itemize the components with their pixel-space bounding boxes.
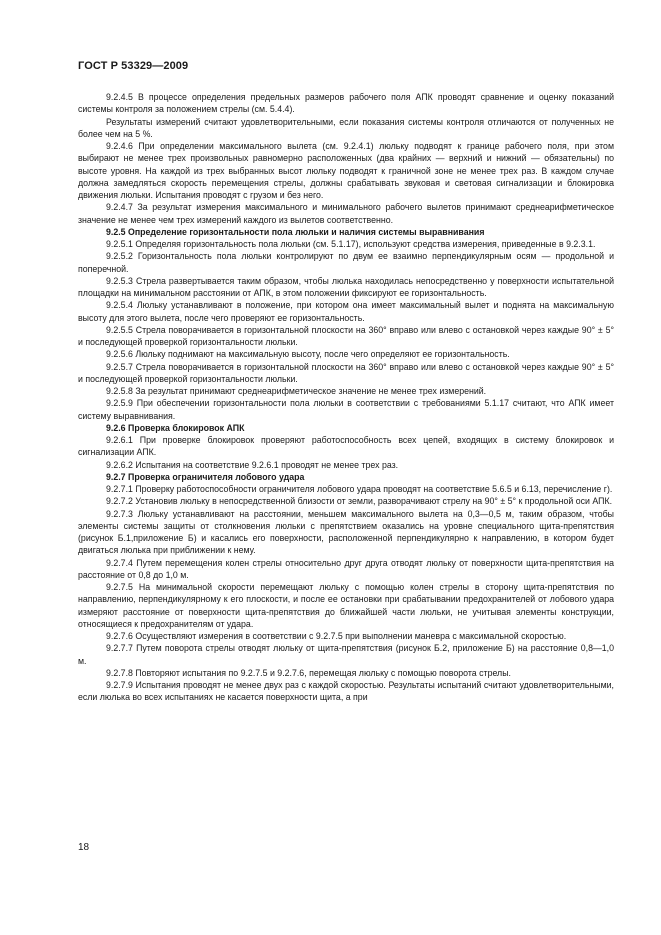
- paragraph: 9.2.6.2 Испытания на соответствие 9.2.6.1 проводят не менее трех раз.: [106, 459, 399, 470]
- paragraph: 9.2.7.2 Установив люльку в непосредственной близости от земли, разворачивают стрелу на 90° ± 5° к продольной оси АПК.: [106, 496, 613, 507]
- paragraph: 9.2.5.6 Люльку поднимают на максимальную высоту, после чего определяют ее горизонтальность.: [106, 349, 510, 360]
- body-text: [78, 91, 614, 704]
- paragraph: 9.2.5.8 За результат принимают среднеарифметическое значение не менее трех измерений.: [106, 386, 487, 396]
- paragraph: 9.2.5.2 Горизонтальность пола люльки контролируют по двум ее взаимно перпендикулярным осям — продольной и поперечной.: [78, 251, 614, 274]
- paragraph: 9.2.4.5 В процессе определения предельных размеров рабочего поля АПК проводят сравнение и оценку показаний системы контроля за положением стрелы (см. 5.4.4).: [78, 92, 614, 115]
- paragraph: 9.2.5.7 Стрела поворачивается в горизонтальной плоскости на 360° вправо или влево с остановкой через каждые 90° ± 5° и последующей проверкой горизонтальности люльки.: [78, 361, 614, 384]
- paragraph: 9.2.7.6 Осуществляют измерения в соответствии с 9.2.7.5 при выполнении маневра с максимальной скоростью.: [106, 631, 567, 641]
- paragraph: 9.2.5.5 Стрела поворачивается в горизонтальной плоскости на 360° вправо или влево с остановкой через каждые 90° ± 5° и последующей проверкой горизонтальности люльки.: [78, 324, 614, 347]
- paragraph: 9.2.7.7 Путем поворота стрелы отводят люльку от щита-препятствия (рисунок Б.2, приложение Б) на расстояние 0,8—1,0 м.: [78, 643, 614, 666]
- paragraph: 9.2.7.9 Испытания проводят не менее двух раз с каждой скоростью. Результаты испытаний считают удовлетворительными, если люлька во всех испытаниях не касается поверхности щита, а при: [78, 680, 614, 703]
- paragraph: 9.2.5.4 Люльку устанавливают в положение, при котором она имеет максимальный вылет и поднята на максимальную высоту для этого вылета, после чего проверяют ее горизонтальность.: [78, 300, 614, 323]
- page-number: 18: [78, 842, 90, 853]
- section-heading: 9.2.6 Проверка блокировок АПК: [106, 422, 245, 433]
- paragraph: 9.2.4.7 За результат измерения максимального и минимального рабочего вылетов принимают среднеарифметическое значение не менее чем трех измерений каждого из вылетов соответственно.: [78, 202, 614, 225]
- paragraph: 9.2.4.6 При определении максимального вылета (см. 9.2.4.1) люльку подводят к границе рабочего поля, при этом выбирают не менее трех произвольных равномерно расположенных (два крайних — верхний и нижний — обязательны) по высоте уровня. На каждой из трех выбранных высот люльку подводят к граничной зоне не менее трех раз. В каждом случае должна замедляться скорость перемещения стрелы, должны срабатывать звуковая и световая сигнализации и блокировка движения люльки. Испытания проводят с грузом и без него.: [78, 141, 614, 200]
- paragraph: 9.2.7.3 Люльку устанавливают на расстоянии, меньшем максимального вылета на 0,3—0,5 м, таким образом, чтобы элементы системы защиты от столкновения люльки с препятствием оказались на уровне специального щита-препятствия (рисунок Б.1,приложение Б) и касались его поверхности, расположенной перпендикулярно к направлению, в котором будет двигаться люлька при приближении к нему.: [78, 508, 614, 556]
- paragraph: Результаты измерений считают удовлетворительными, если показания системы контроля отличаются от полученных не более чем на 5 %.: [78, 116, 614, 139]
- paragraph: 9.2.5.3 Стрела развертывается таким образом, чтобы люлька находилась непосредственно у поверхности испытательной площадки на минимальном расстоянии от АПК, в этом положении фиксируют ее горизонтальность.: [78, 275, 614, 298]
- section-heading: 9.2.5 Определение горизонтальности пола люльки и наличия системы выравнивания: [106, 226, 485, 237]
- section-heading: 9.2.7 Проверка ограничителя лобового удара: [106, 471, 305, 482]
- paragraph: 9.2.5.9 При обеспечении горизонтальности пола люльки в соответствии с требованиями 5.1.17 считают, что АПК имеет систему выравнивания.: [78, 398, 614, 421]
- paragraph: 9.2.7.5 На минимальной скорости перемещают люльку с помощью колен стрелы в сторону щита-препятствия по направлению, перпендикулярному к его плоскости, и после ее остановки при срабатывании предохранителей от лобового удара измеряют расстояние от поверхности щита-препятствия до ближайшей части люльки, не учитывая элементы конструкции, относящиеся к предохранителям от удара.: [78, 582, 614, 629]
- paragraph: 9.2.7.4 Путем перемещения колен стрелы относительно друг друга отводят люльку от поверхности щита-препятствия на расстояние от 0,8 до 1,0 м.: [78, 557, 614, 580]
- paragraph: 9.2.7.1 Проверку работоспособности ограничителя лобового удара проводят на соответствие 5.6.5 и 6.13, перечисление г).: [106, 484, 613, 494]
- paragraph: 9.2.6.1 При проверке блокировок проверяют работоспособность всех цепей, входящих в систему блокировок и сигнализации АПК.: [78, 435, 614, 458]
- paragraph: 9.2.5.1 Определяя горизонтальность пола люльки (см. 5.1.17), используют средства измерения, приведенные в 9.2.3.1.: [106, 239, 596, 249]
- paragraph: 9.2.7.8 Повторяют испытания по 9.2.7.5 и 9.2.7.6, перемещая люльку с помощью поворота стрелы.: [106, 667, 511, 678]
- document-header: ГОСТ Р 53329—2009: [78, 60, 189, 72]
